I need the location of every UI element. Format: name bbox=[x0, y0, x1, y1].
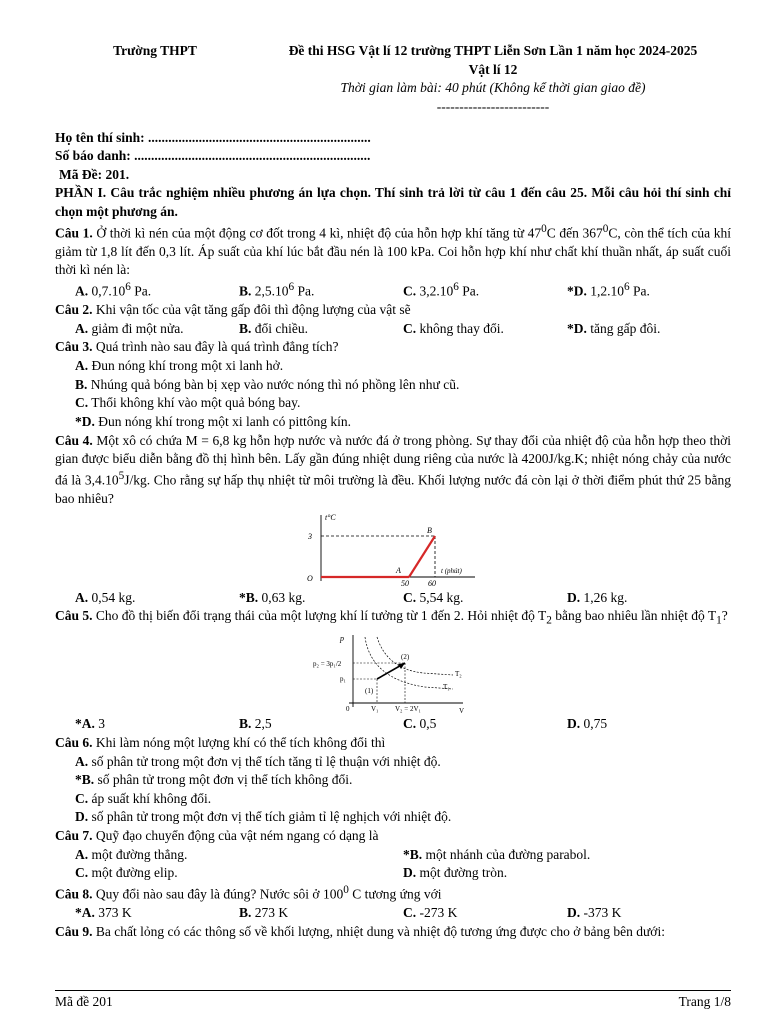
option-b[interactable]: B. 273 K bbox=[239, 905, 289, 921]
option-b[interactable]: *B. một nhánh của đường parabol. bbox=[403, 846, 591, 862]
tick-60: 60 bbox=[428, 578, 436, 587]
question-8: Câu 8. Quy đổi nào sau đây là đúng? Nước sôi ở $100^0$ C tương ứng với bbox=[55, 883, 442, 902]
origin-label: 0 bbox=[346, 705, 350, 714]
exam-time: Thời gian làm bài: 40 phút (Không kể thời gian giao đề) bbox=[340, 80, 646, 96]
question-9: Câu 9. Ba chất lỏng có các thông số về khối lượng, nhiệt dung và nhiệt độ tương ứng được cho ở bảng bên dưới: bbox=[55, 923, 665, 939]
option-a[interactable]: *A. 373 K bbox=[75, 905, 132, 921]
question-2-options bbox=[55, 320, 731, 339]
p2-label: p₂ = 3p₁/2 bbox=[313, 660, 342, 669]
option-d[interactable]: D. 0,75 bbox=[567, 716, 608, 732]
question-3: Câu 3. Quá trình nào sau đây là quá trình đẳng tích? bbox=[55, 339, 339, 355]
exam-page bbox=[55, 42, 731, 941]
option-d[interactable]: D. một đường tròn. bbox=[403, 865, 508, 881]
part1-heading: PHẦN I. Câu trắc nghiệm nhiều phương án lựa chọn. Thí sinh trả lời từ câu 1 đến câu 25. Mỗi câu hỏi thí sinh chỉ chọn một phương án. bbox=[55, 185, 731, 219]
option-d[interactable]: D. 1,26 kg. bbox=[567, 589, 628, 605]
v2-label: V₂ = 2V₁ bbox=[395, 705, 421, 714]
point-b: B bbox=[427, 525, 432, 535]
option-c[interactable]: C. 5,54 kg. bbox=[403, 589, 464, 605]
option-d[interactable]: *D. tăng gấp đôi. bbox=[567, 320, 661, 336]
footer-page-number: Trang 1/8 bbox=[678, 994, 731, 1009]
subject: Vật lí 12 bbox=[468, 61, 518, 77]
tick-50: 50 bbox=[401, 578, 409, 587]
option-d[interactable]: *D. 1,2.10$^6$ Pa. bbox=[567, 281, 650, 299]
option-c[interactable]: C. một đường elip. bbox=[75, 865, 178, 881]
footer-exam-code: Mã đề 201 bbox=[55, 994, 113, 1009]
option-d[interactable]: D. -373 K bbox=[567, 905, 622, 921]
question-8-options bbox=[55, 904, 731, 923]
option-a[interactable]: A. giảm đi một nửa. bbox=[75, 320, 184, 336]
option-b[interactable]: B. 2,5.10$^6$ Pa. bbox=[239, 281, 315, 299]
tick-3: 3 bbox=[308, 531, 312, 541]
p-axis-label: p bbox=[340, 634, 344, 644]
y-axis-label: t°C bbox=[325, 512, 336, 522]
question-5: Câu 5. Cho đồ thị biến đổi trạng thái của một lượng khí lí tưởng từ 1 đến 2. Hỏi nhiệt độ $T_2$ bằng bao nhiêu lần nhiệt độ $T_1$? bbox=[55, 608, 728, 627]
v1-label: V₁ bbox=[371, 705, 379, 714]
option-d[interactable]: *D. Đun nóng khí trong một xi lanh có pittông kín. bbox=[75, 413, 351, 429]
origin-label: O bbox=[307, 573, 313, 583]
p1-label: p₁ bbox=[340, 675, 346, 684]
t2-label: T₂ bbox=[455, 670, 462, 679]
question-4-options bbox=[55, 589, 731, 608]
v-axis-label: V bbox=[459, 707, 465, 714]
school-name: Trường THPT bbox=[113, 43, 197, 58]
state-2-label: (2) bbox=[401, 653, 410, 662]
option-a[interactable]: A. số phân tử trong một đơn vị thể tích tăng tỉ lệ thuận với nhiệt độ. bbox=[75, 753, 441, 769]
option-c[interactable]: C. áp suất khí không đổi. bbox=[75, 790, 212, 806]
option-b[interactable]: B. đổi chiều. bbox=[239, 320, 309, 336]
state-1-label: (1) bbox=[365, 687, 374, 696]
exam-code: Mã Đề: 201. bbox=[59, 166, 130, 182]
exam-header bbox=[55, 42, 731, 117]
option-c[interactable]: C. Thổi không khí vào một quả bóng bay. bbox=[75, 395, 301, 411]
option-b[interactable]: *B. 0,63 kg. bbox=[239, 589, 306, 605]
temperature-time-graph bbox=[303, 511, 483, 587]
x-axis-label: t (phút) bbox=[441, 566, 462, 575]
option-a[interactable]: A. Đun nóng khí trong một xi lanh hở. bbox=[75, 358, 284, 373]
question-7: Câu 7. Quỹ đạo chuyển động của vật ném ngang có dạng là bbox=[55, 828, 379, 844]
point-a: A bbox=[396, 565, 401, 575]
exam-title: Đề thi HSG Vật lí 12 trường THPT Liễn Sơn Lần 1 năm học 2024-2025 bbox=[288, 43, 698, 58]
t1-label: T₁ bbox=[443, 683, 450, 692]
question-4: Câu 4. Một xô có chứa M = 6,8 kg hỗn hợp nước và nước đá ở trong phòng. Sự thay đổi của nhiệt độ của hỗn hợp theo thời gian được biểu diễn bằng đồ thị hình bên. Lấy gần đúng nhiệt dung riêng của nước là 4200J/kg.K; nhiệt nóng chảy của nước đá là 3,4.10$^5$J/kg. Cho rằng sự hấp thụ nhiệt từ môi trường là đều. Khối lượng nước đá còn lại ở thời điểm phút thứ 25 bằng bao nhiêu? bbox=[55, 432, 731, 506]
option-b[interactable]: *B. số phân tử trong một đơn vị thể tích không đổi. bbox=[75, 772, 353, 788]
option-b[interactable]: B. 2,5 bbox=[239, 716, 272, 732]
option-a[interactable]: A. một đường thẳng. bbox=[75, 846, 188, 862]
pressure-volume-graph bbox=[313, 631, 473, 713]
question-2: Câu 2. Khi vận tốc của vật tăng gấp đôi thì động lượng của vật sẽ bbox=[55, 302, 411, 318]
candidate-number: Số báo danh: ...................................................................... bbox=[55, 148, 371, 164]
question-5-options bbox=[55, 715, 731, 734]
question-1: Câu 1. Ở thời kì nén của một động cơ đốt trong 4 kì, nhiệt độ của hỗn hợp khí tăng từ $47^0C$ đến $367^0C$, còn thể tích của khí giảm từ 1,8 lít đến 0,3 lít. Áp suất của khí lúc bắt đầu nén là 100 kPa. Coi hỗn hợp khí như chất khí thuần nhất, áp suất cuối thời kì nén là: bbox=[55, 222, 731, 278]
option-c[interactable]: C. 0,5 bbox=[403, 716, 437, 732]
candidate-name: Họ tên thí sinh: .................................................................. bbox=[55, 129, 371, 145]
option-c[interactable]: C. -273 K bbox=[403, 905, 458, 921]
option-a[interactable]: A. 0,7.10$^6$ Pa. bbox=[75, 281, 152, 299]
option-c[interactable]: C. 3,2.10$^6$ Pa. bbox=[403, 281, 480, 299]
header-divider: ------------------------- bbox=[436, 98, 550, 114]
question-1-options bbox=[55, 280, 731, 301]
option-a[interactable]: A. 0,54 kg. bbox=[75, 589, 136, 605]
option-d[interactable]: D. số phân tử trong một đơn vị thể tích giảm tỉ lệ nghịch với nhiệt độ. bbox=[75, 809, 452, 825]
question-6: Câu 6. Khi làm nóng một lượng khí có thể tích không đổi thì bbox=[55, 734, 386, 750]
option-a[interactable]: *A. 3 bbox=[75, 716, 105, 732]
option-c[interactable]: C. không thay đổi. bbox=[403, 320, 504, 336]
page-footer bbox=[55, 990, 731, 1012]
option-b[interactable]: B. Nhúng quả bóng bàn bị xẹp vào nước nóng thì nó phồng lên như cũ. bbox=[75, 376, 460, 392]
